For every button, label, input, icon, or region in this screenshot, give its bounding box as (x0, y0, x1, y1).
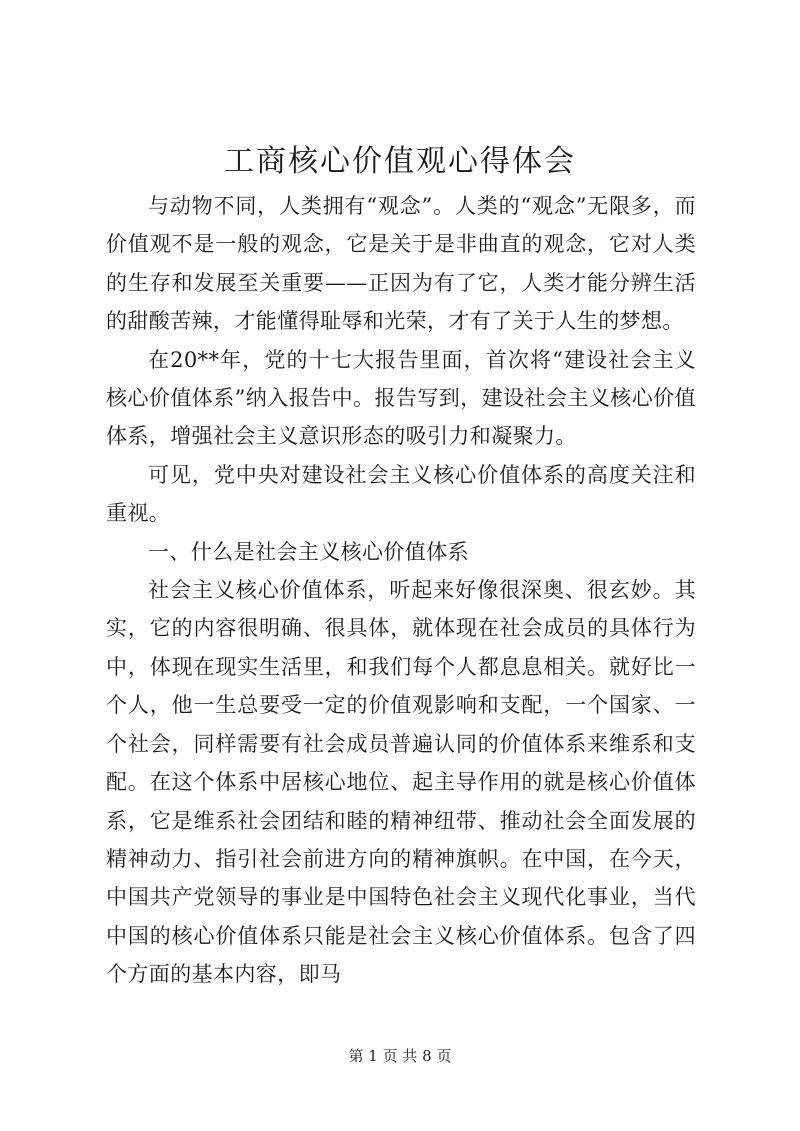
paragraph-conclusion: 可见，党中央对建设社会主义核心价值体系的高度关注和重视。 (106, 462, 696, 526)
paragraph-definition: 社会主义核心价值体系，听起来好像很深奥、很玄妙。其实，它的内容很明确、很具体，就体现在社会成员的具体行为中，体现在现实生活里，和我们每个人都息息相关。就好比一个人，他一生总要受一定的价值观影响和支配，一个国家、一个社会，同样需要有社会成员普遍认同的价值体系来维系和支配。在这个体系中居核心地位、起主导作用的就是核心价值体系，它是维系社会团结和睦的精神纽带、推动社会全面发展的精神动力、指引社会前进方向的精神旗帜。在中国，在今天，中国共产党领导的事业是中国特色社会主义现代化事业，当代中国的核心价值体系只能是社会主义核心价值体系。包含了四个方面的基本内容，即马 (106, 578, 696, 987)
document-title: 工商核心价值观心得体会 (224, 144, 576, 179)
section-heading: 一、什么是社会主义核心价值体系 (148, 539, 469, 564)
page-footer: 第 1 页 共 8 页 (348, 1047, 452, 1065)
document-body (106, 187, 696, 994)
paragraph-intro: 与动物不同，人类拥有“观念”。人类的“观念”无限多，而价值观不是一般的观念，它是关于是非曲直的观念，它对人类的生存和发展至关重要——正因为有了它，人类才能分辨生活的甜酸苦辣，才能懂得耻辱和光荣，才有了关于人生的梦想。 (106, 194, 696, 334)
paragraph-report: 在20**年，党的十七大报告里面，首次将“建设社会主义核心价值体系”纳入报告中。报告写到，建设社会主义核心价值体系，增强社会主义意识形态的吸引力和凝聚力。 (106, 347, 696, 449)
